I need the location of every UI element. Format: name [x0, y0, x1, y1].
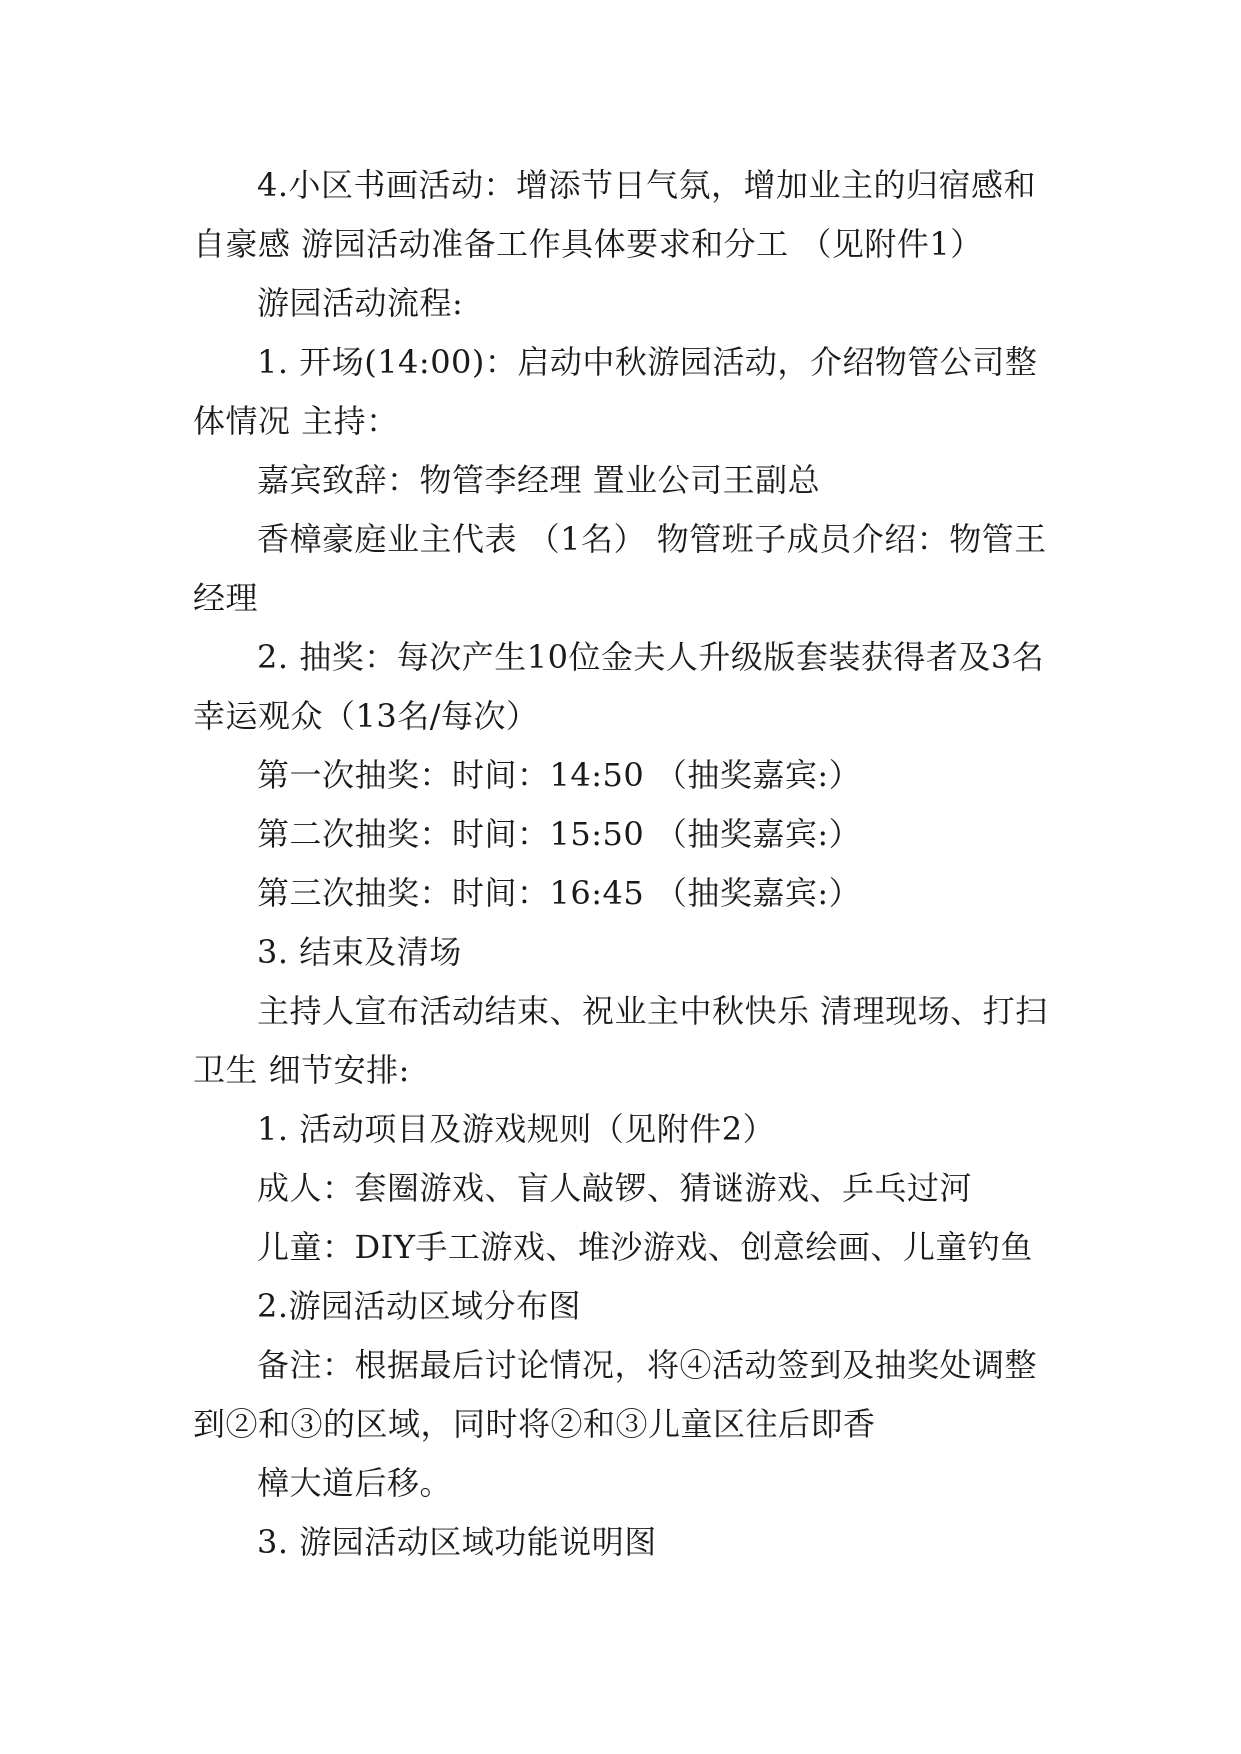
- paragraph-area-function: 3. 游园活动区域功能说明图: [257, 1523, 657, 1561]
- paragraph-children-games: 儿童：DIY手工游戏、堆沙游戏、创意绘画、儿童钓鱼: [257, 1228, 1033, 1266]
- paragraph-lottery-second: 第二次抽奖：时间：15:50 （抽奖嘉宾:）: [257, 815, 862, 853]
- paragraph-adult-games: 成人：套圈游戏、盲人敲锣、猜谜游戏、乒乓过河: [257, 1169, 973, 1207]
- paragraph-activity-items: 1. 活动项目及游戏规则（见附件2）: [257, 1110, 776, 1148]
- paragraph-flow-heading: 游园活动流程:: [257, 284, 464, 322]
- paragraph-lottery-first: 第一次抽奖：时间：14:50 （抽奖嘉宾:）: [257, 756, 862, 794]
- paragraph-opening: 1. 开场(14:00)：启动中秋游园活动，介绍物管公司整体情况 主持：: [193, 343, 1038, 440]
- paragraph-lottery-third: 第三次抽奖：时间：16:45 （抽奖嘉宾:）: [257, 874, 862, 912]
- paragraph-owner-representative: 香樟豪庭业主代表 （1名） 物管班子成员介绍：物管王经理: [193, 520, 1047, 617]
- paragraph-guest-speech: 嘉宾致辞：物管李经理 置业公司王副总: [257, 461, 821, 499]
- paragraph-remarks: 备注：根据最后讨论情况，将④活动签到及抽奖处调整到②和③的区域，同时将②和③儿童区往后即香: [193, 1346, 1038, 1443]
- paragraph-remarks-continued: 樟大道后移。: [257, 1464, 453, 1502]
- paragraph-calligraphy-activity: 4.小区书画活动：增添节日气氛，增加业主的归宿感和自豪感 游园活动准备工作具体要求和分工 （见附件1）: [193, 166, 1037, 263]
- document-body: [193, 156, 1053, 1572]
- paragraph-closing: 3. 结束及清场: [257, 933, 462, 971]
- paragraph-area-map: 2.游园活动区域分布图: [257, 1287, 582, 1325]
- paragraph-lottery: 2. 抽奖：每次产生10位金夫人升级版套装获得者及3名幸运观众（13名/每次）: [193, 638, 1045, 735]
- paragraph-host-announcement: 主持人宣布活动结束、祝业主中秋快乐 清理现场、打扫卫生 细节安排:: [193, 992, 1048, 1089]
